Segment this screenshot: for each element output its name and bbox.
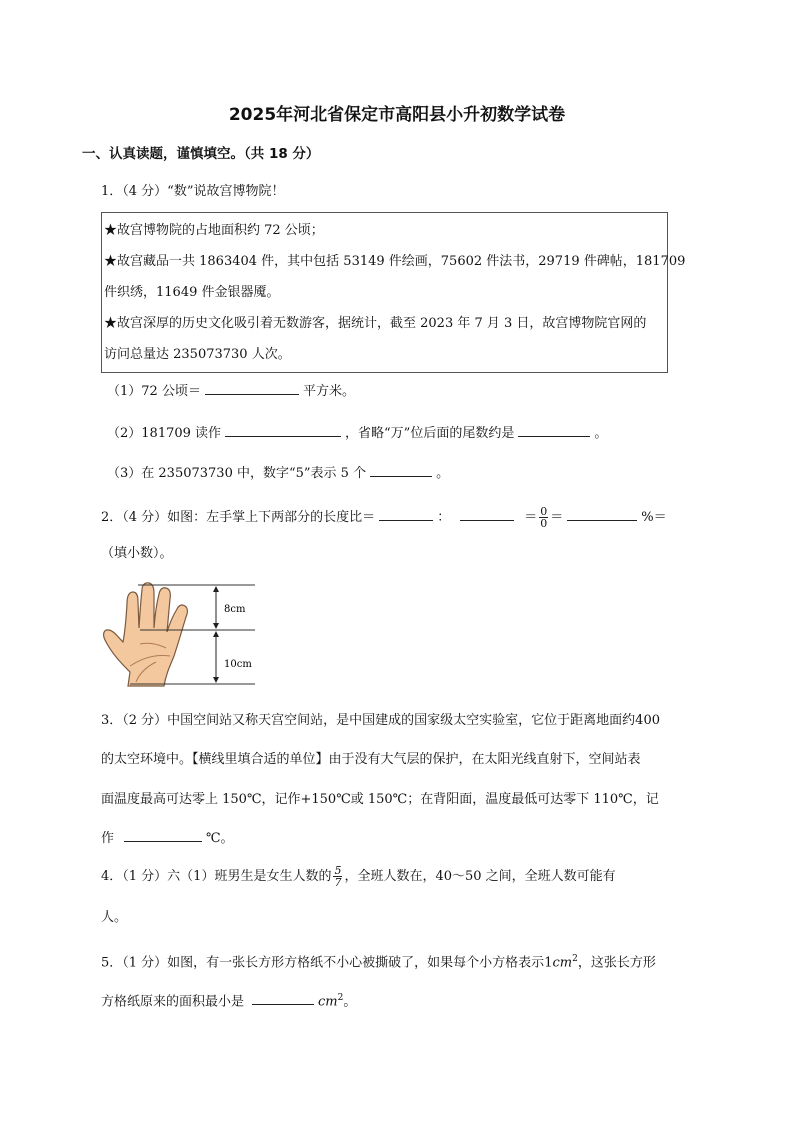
q1-part1-text: （1）72 公顷＝ (107, 384, 201, 399)
answer-blank[interactable] (252, 992, 314, 1005)
q2-eq-1: ＝ (524, 510, 538, 525)
q2-eq-2: ＝ (550, 510, 564, 525)
q5-text-2: 方格纸原来的面积最小是 (101, 994, 245, 1010)
q1-part2 (107, 424, 607, 443)
q1-part2-end: 。 (594, 426, 608, 441)
info-line-1: ★故宫博物院的占地面积约 72 公顷； (104, 223, 324, 238)
q1-part3-text: （3）在 235073730 中，数字“5”表示 5 个 (107, 466, 367, 481)
measure-label-bottom: 10cm (224, 659, 252, 670)
q1-part2-text: （2）181709 读作 (107, 426, 222, 441)
fraction-numerator: 5 (334, 864, 342, 877)
fraction-denominator: 0 (540, 517, 548, 530)
fraction-denominator: 7 (334, 876, 342, 889)
q3-line-1: 3．（2 分）中国空间站又称天宫空间站，是中国建成的国家级太空实验室，它位于距离地面约400 (101, 713, 660, 728)
q3-line-4 (101, 829, 234, 848)
answer-blank[interactable] (124, 829, 202, 842)
q1-part1-unit: 平方米。 (302, 384, 355, 399)
q5-text: 5．（1 分）如图，有一张长方形方格纸不小心被撕破了，如果每个小方格表示 (101, 955, 545, 971)
arrow-top (213, 586, 219, 629)
q2-percent: %＝ (641, 510, 667, 525)
q1-part3-end: 。 (436, 466, 450, 481)
hand-icon (104, 583, 188, 686)
q5-answer-exponent: 2 (337, 993, 344, 1003)
q1-part2-mid: ，省略“万”位后面的尾数约是 (345, 426, 515, 441)
answer-blank[interactable] (460, 508, 514, 521)
q4-text-end: ，全班人数在，40～50 之间，全班人数可能有 (344, 869, 616, 884)
info-line-2: ★故宫藏品一共 1863404 件，其中包括 53149 件绘画，75602 件法书，29719 件碑帖，181709 (104, 254, 686, 269)
q2-text: 2．（4 分）如图：左手掌上下两部分的长度比＝ (101, 510, 376, 525)
answer-blank[interactable] (225, 424, 341, 437)
answer-blank[interactable] (518, 424, 590, 437)
hand-figure (100, 582, 260, 690)
q3-line-3: 面温度最高可达零上 150℃，记作+150℃或 150℃；在背阳面，温度最低可达零下 110℃，记 (101, 792, 659, 807)
q5-text-end: ，这张长方形 (577, 955, 656, 971)
answer-blank[interactable] (379, 508, 433, 521)
q4-text: 4．（1 分）六（1）班男生是女生人数的 (101, 869, 332, 884)
q5-answer-unit: cm (318, 994, 338, 1010)
info-line-3: 件织绣，11649 件金银器魇。 (104, 285, 280, 300)
q5-line-2 (101, 989, 356, 1011)
q1-heading: 1．（4 分）“数”说故宫博物院！ (101, 184, 285, 199)
q3-line-2: 的太空环境中。【横线里填合适的单位】由于没有大气层的保护，在太阳光线直射下，空间站表 (101, 752, 641, 767)
fraction-blank[interactable] (539, 506, 548, 529)
page-title: 2025年河北省保定市高阳县小升初数学试卷 (228, 105, 566, 125)
q3-text: 作 (101, 831, 115, 846)
q5-unit-exponent: 2 (572, 954, 578, 964)
q5-text-2-end: 。 (343, 994, 357, 1010)
info-line-4: ★故宫深厚的历史文化吸引着无数游客，据统计，截至 2023 年 7 月 3 日，故宫博物院官网的 (104, 316, 647, 331)
answer-blank[interactable] (205, 382, 299, 395)
q2-line-2: （填小数）。 (101, 546, 173, 561)
q2-line-1 (101, 506, 667, 530)
q5-unit-number: 1 (544, 955, 553, 971)
q1-part1 (107, 382, 355, 401)
arrow-bottom (213, 631, 219, 683)
q3-unit: ℃。 (206, 831, 234, 846)
answer-blank[interactable] (567, 508, 637, 521)
section-heading: 一、认真读题，谨慎填空。（共 18 分） (82, 146, 320, 162)
q2-colon: ： (437, 510, 451, 525)
answer-blank[interactable] (370, 464, 432, 477)
q5-unit: cm (552, 955, 573, 971)
q1-part3 (107, 464, 449, 483)
q4-line-1 (101, 864, 616, 890)
info-line-5: 访问总量达 235073730 人次。 (104, 347, 291, 362)
q4-line-2: 人。 (101, 910, 128, 925)
measure-label-top: 8cm (224, 604, 246, 615)
q5-line-1 (101, 950, 656, 972)
fraction-five-sevenths (333, 865, 342, 888)
fraction-numerator: 0 (540, 505, 548, 518)
